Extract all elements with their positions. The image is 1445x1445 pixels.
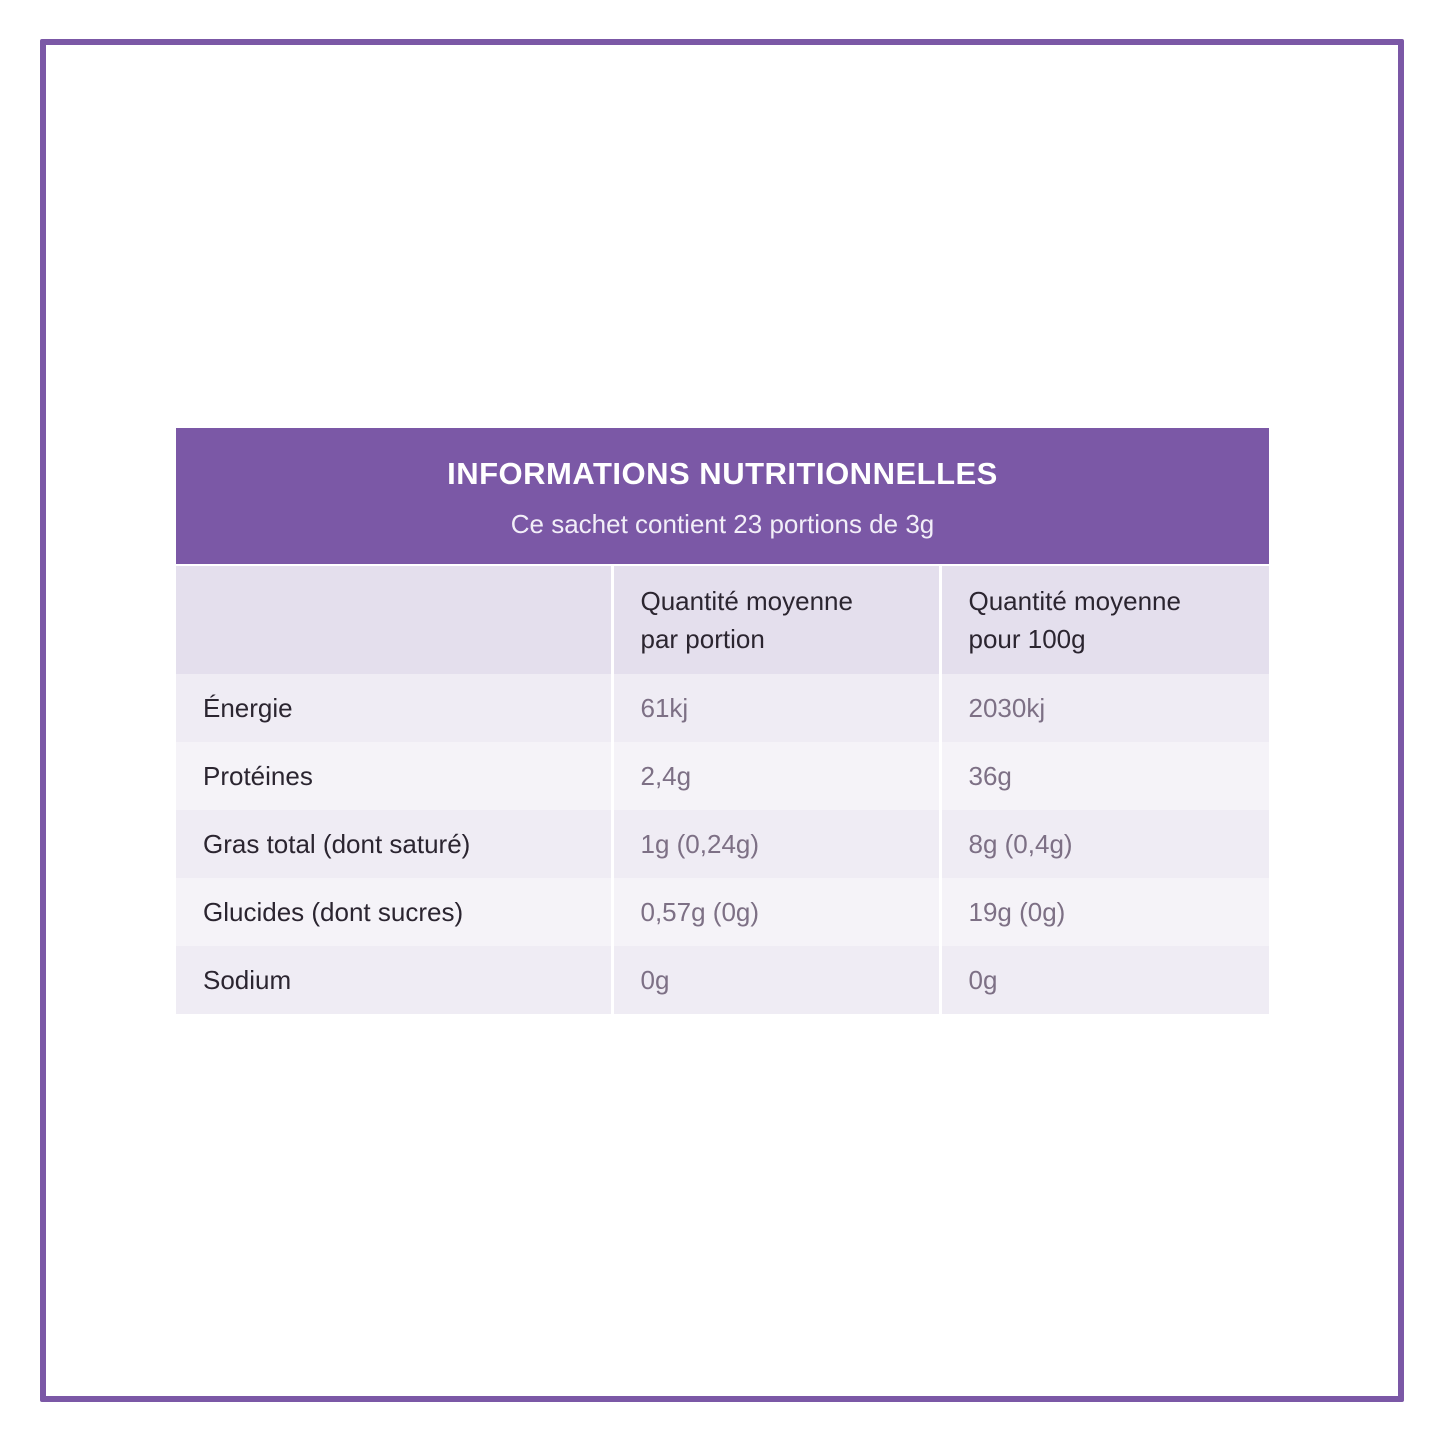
column-header-per-portion-line2: par portion [640, 624, 765, 654]
nutrition-header [176, 428, 1269, 564]
nutrient-label: Énergie [176, 674, 612, 742]
per-portion-value: 0g [612, 946, 940, 1014]
column-header-nutrient [176, 566, 612, 674]
table-row [176, 946, 1269, 1014]
table-row [176, 878, 1269, 946]
per-100g-value: 0g [940, 946, 1269, 1014]
table-header-row [176, 566, 1269, 674]
nutrient-label: Protéines [176, 742, 612, 810]
per-100g-value: 2030kj [940, 674, 1269, 742]
column-header-per-portion [612, 566, 940, 674]
nutrition-title: INFORMATIONS NUTRITIONNELLES [447, 456, 998, 491]
per-portion-value: 2,4g [612, 742, 940, 810]
column-header-per-100g-line2: pour 100g [968, 624, 1086, 654]
per-portion-value: 61kj [612, 674, 940, 742]
per-portion-value: 0,57g (0g) [612, 878, 940, 946]
nutrient-label: Glucides (dont sucres) [176, 878, 612, 946]
nutrition-panel [176, 428, 1269, 1014]
table-row [176, 810, 1269, 878]
column-header-per-portion-line1: Quantité moyenne [640, 586, 853, 616]
column-header-per-100g [940, 566, 1269, 674]
nutrition-subtitle: Ce sachet contient 23 portions de 3g [510, 509, 935, 539]
column-header-per-100g-line1: Quantité moyenne [968, 586, 1181, 616]
nutrient-label: Sodium [176, 946, 612, 1014]
nutrient-label: Gras total (dont saturé) [176, 810, 612, 878]
table-row [176, 674, 1269, 742]
per-portion-value: 1g (0,24g) [612, 810, 940, 878]
per-100g-value: 8g (0,4g) [940, 810, 1269, 878]
table-row [176, 742, 1269, 810]
per-100g-value: 19g (0g) [940, 878, 1269, 946]
nutrition-table [176, 566, 1269, 1014]
per-100g-value: 36g [940, 742, 1269, 810]
